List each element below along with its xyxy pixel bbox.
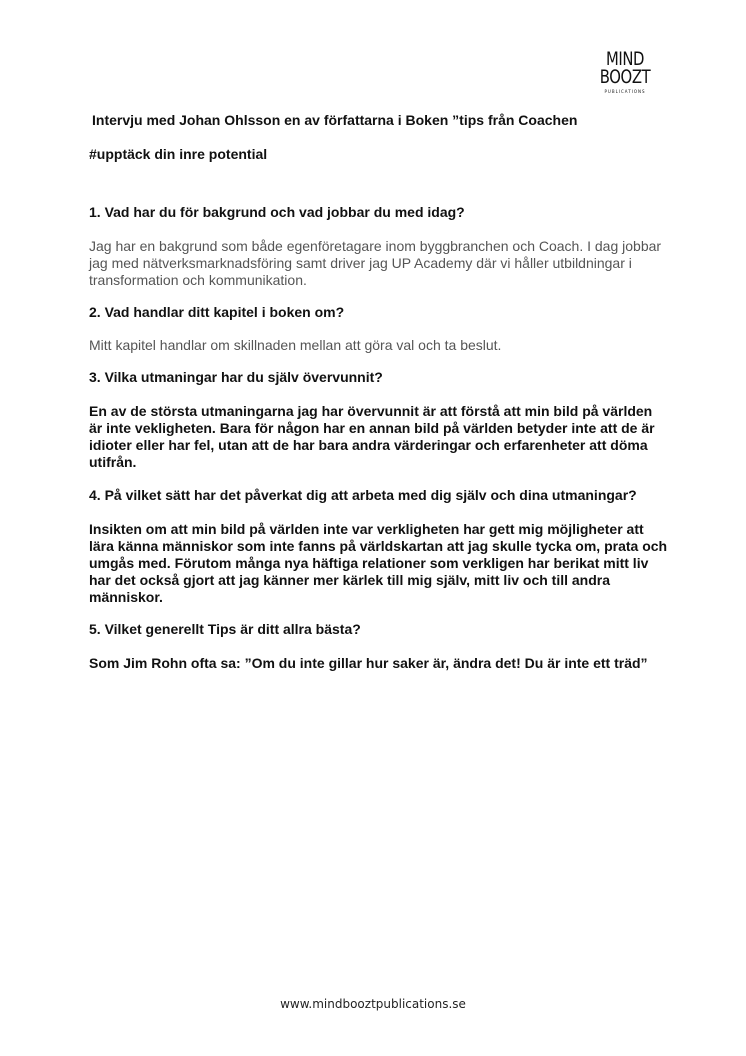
answer-3: En av de största utmaningarna jag har övervunnit är att förstå att min bild på världen är inte vekligheten. Bara för någon har en annan bild på världen betyder inte att de är idioter eller har fel, utan att de har bara andra värderingar och erfarenheter att döma utifrån.	[89, 403, 655, 470]
logo-line-boozt: BOOZT	[599, 66, 651, 88]
document-body	[89, 112, 669, 672]
question-1: 1. Vad har du för bakgrund och vad jobbar du med idag?	[89, 204, 465, 220]
document-subtitle: #upptäck din inre potential	[89, 146, 268, 162]
document-title: Intervju med Johan Ohlsson en av författarna i Boken ”tips från Coachen	[92, 112, 578, 128]
answer-4: Insikten om att min bild på världen inte var verkligheten har gett mig möjligheter att lära känna människor som inte fanns på världskartan att jag skulle tycka om, prata och umgås med. Förutom många nya häftiga relationer som verkligen har berikat mitt liv har det också gjort att jag känner mer kärlek till mig själv, mitt liv och till andra människor.	[89, 521, 668, 605]
logo-line-mind: MIND	[605, 48, 645, 70]
publisher-logo	[592, 50, 658, 94]
question-4: 4. På vilket sätt har det påverkat dig att arbeta med dig själv och dina utmaningar?	[89, 487, 637, 503]
footer-website: www.mindbooztpublications.se	[280, 997, 466, 1011]
question-3: 3. Vilka utmaningar har du själv övervunnit?	[89, 369, 383, 385]
answer-2: Mitt kapitel handlar om skillnaden mellan att göra val och ta beslut.	[89, 337, 502, 353]
answer-1: Jag har en bakgrund som både egenföretagare inom byggbranchen och Coach. I dag jobbar jag med nätverksmarknadsföring samt driver jag UP Academy där vi håller utbildningar i transformation och kommunikation.	[89, 238, 662, 288]
logo-line-publications: PUBLICATIONS	[604, 89, 646, 94]
answer-5: Som Jim Rohn ofta sa: ”Om du inte gillar hur saker är, ändra det! Du är inte ett träd”	[89, 655, 648, 671]
question-5: 5. Vilket generellt Tips är ditt allra bästa?	[89, 621, 361, 637]
question-2: 2. Vad handlar ditt kapitel i boken om?	[89, 304, 345, 320]
